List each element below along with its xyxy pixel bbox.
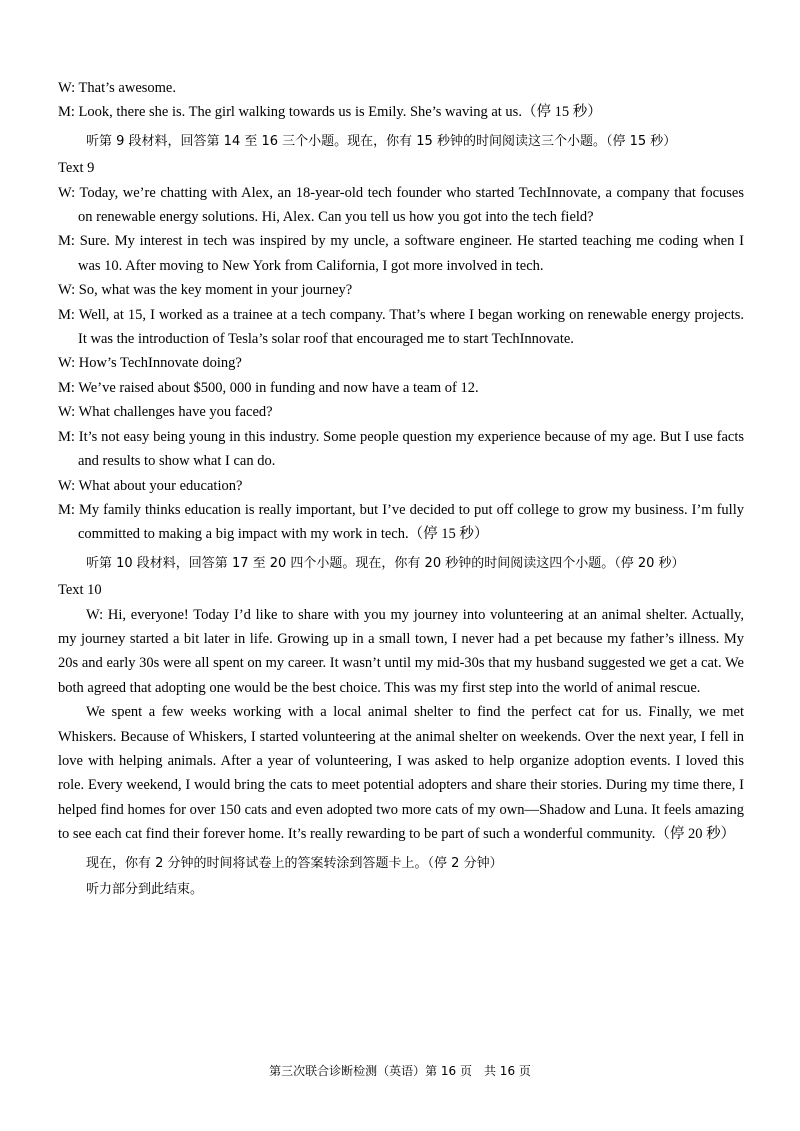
dialogue-line: W: What challenges have you faced? xyxy=(58,404,273,421)
instruction-text: 现在，你有 2 分钟的时间将试卷上的答案转涂到答题卡上。（停 2 分钟） xyxy=(86,855,503,871)
dialogue-line: W: How’s TechInnovate doing? xyxy=(58,355,242,372)
dialogue-line: W: That’s awesome. xyxy=(58,80,176,96)
instruction-text: 听第 10 段材料，回答第 17 至 20 四个小题。现在，你有 20 秒钟的时间阅读这四个小题。（停 20 秒） xyxy=(86,555,685,571)
dialogue-line: M: Well, at 15, I worked as a trainee at a tech company. That’s where I began working on renewable energy projects. It was the introduction of Tesla’s solar roof that encouraged me to start TechInnovate. xyxy=(58,306,744,348)
closing-text: 听力部分到此结束。 xyxy=(86,882,204,897)
dialogue-line: M: My family thinks education is really important, but I’ve decided to put off college to grow my business. I’m fully committed to making a big impact with my work in tech.（停 15 秒） xyxy=(58,501,744,543)
dialogue-line: M: We’ve raised about $500, 000 in funding and now have a team of 12. xyxy=(58,379,479,396)
section-label-text-10: Text 10 xyxy=(58,582,102,599)
dialogue-line: W: Today, we’re chatting with Alex, an 18-year-old tech founder who started TechInnovate, a company that focuses on renewable energy solutions. Hi, Alex. Can you tell us how you got into the tech field? xyxy=(58,184,744,226)
dialogue-line: W: What about your education? xyxy=(58,477,243,494)
monologue-paragraph: W: Hi, everyone! Today I’d like to share with you my journey into volunteering at an animal shelter. Actually, my journey started a bit later in life. Growing up in a small town, I never had a pet because my father’s illness. My 20s and early 30s were all spent on my career. It wasn’t until my mid-30s that my husband suggested we get a cat. We both agreed that adopting one would be the best choice. This was my first step into the world of animal rescue. xyxy=(58,606,744,696)
instruction-text: 听第 9 段材料，回答第 14 至 16 三个小题。现在，你有 15 秒钟的时间阅读这三个小题。（停 15 秒） xyxy=(86,133,677,149)
dialogue-line: M: It’s not easy being young in this industry. Some people question my experience because of my age. But I use facts and results to show what I can do. xyxy=(58,428,744,470)
dialogue-line: W: So, what was the key moment in your journey? xyxy=(58,282,353,299)
monologue-paragraph: We spent a few weeks working with a local animal shelter to find the perfect cat for us. Finally, we met Whiskers. Because of Whiskers, I started volunteering at the animal shelter on weekends. Over the next year, I fell in love with helping animals. After a year of volunteering, I was asked to help organize adoption events. I loved this role. Every weekend, I would bring the cats to meet potential adopters and share their stories. During my time there, I helped find homes for over 150 cats and even adopted two more cats of my own—Shadow and Luna. It feels amazing to see each cat find their forever home. It’s really rewarding to be part of such a wonderful community.（停 20 秒） xyxy=(58,704,744,843)
section-label-text-9: Text 9 xyxy=(58,160,95,177)
dialogue-line: M: Look, there she is. The girl walking towards us is Emily. She’s waving at us.（停 15 秒） xyxy=(58,104,602,121)
document-body xyxy=(58,76,744,904)
dialogue-line: M: Sure. My interest in tech was inspired by my uncle, a software engineer. He started teaching me coding when I was 10. After moving to New York from California, I got more involved in tech. xyxy=(58,233,744,274)
page-footer: 第三次联合诊断检测（英语）第 16 页 共 16 页 xyxy=(269,1064,531,1078)
